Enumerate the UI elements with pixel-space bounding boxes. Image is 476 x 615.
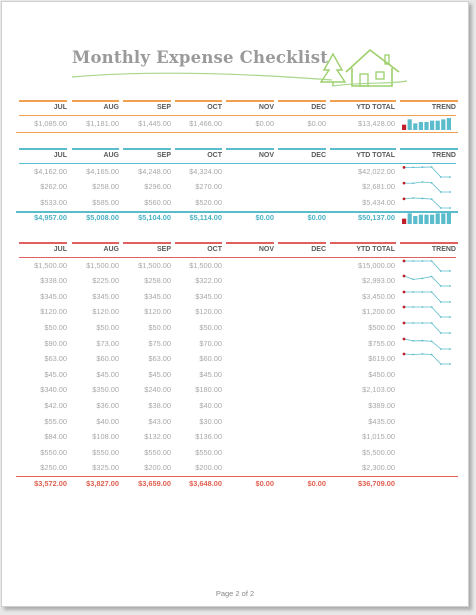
cell-sep: $63.00 (148, 354, 171, 364)
cell-oct: $270.00 (195, 182, 222, 192)
column-header-aug: AUG (103, 246, 119, 253)
trend-line (404, 307, 450, 317)
table-row (16, 414, 458, 430)
trend-point (431, 166, 433, 168)
trend-bar (436, 120, 440, 129)
cell-sep: $3,659.00 (138, 478, 171, 488)
trend-point (412, 354, 414, 356)
trend-bar (424, 215, 428, 224)
cell-oct: $30.00 (199, 416, 222, 426)
trend-point (440, 332, 442, 334)
cell-aug: $108.00 (92, 432, 119, 442)
cell-aug: $258.00 (92, 182, 119, 192)
trend-line (404, 292, 450, 302)
trend-point (412, 260, 414, 262)
cell-ytd-total: $435.00 (368, 416, 395, 426)
trend-point (431, 291, 433, 293)
cell-ytd-total: $3,450.00 (362, 291, 395, 301)
expense-table (16, 242, 458, 492)
income-table (16, 148, 458, 226)
trend-point (440, 176, 442, 178)
trend-point (403, 322, 406, 325)
cell-ytd-total: $755.00 (368, 338, 395, 348)
page-footer: Page 2 of 2 (215, 589, 255, 598)
trend-bar (419, 122, 423, 130)
trend-point (403, 306, 406, 309)
cell-sep: $1,445.00 (138, 118, 171, 128)
cell-aug: $350.00 (92, 385, 119, 395)
column-header-jul: JUL (53, 246, 67, 253)
trend-bar (408, 119, 412, 130)
table-row (16, 273, 458, 289)
column-header-trend: TREND (431, 152, 456, 159)
trend-point (422, 197, 424, 199)
cell-sep: $258.00 (144, 276, 171, 286)
cell-jul: $45.00 (44, 369, 67, 379)
trend-point (412, 340, 414, 342)
table-row (16, 195, 458, 211)
page-title: Monthly Expense Checklist (72, 48, 329, 67)
trend-line (404, 276, 450, 286)
trend-sparkline (402, 180, 452, 194)
cell-nov: $0.00 (255, 118, 274, 128)
cell-oct: $322.00 (195, 276, 222, 286)
cell-aug: $40.00 (96, 416, 119, 426)
cell-aug: $345.00 (92, 291, 119, 301)
cell-nov: $0.00 (255, 478, 274, 488)
table-row (16, 336, 458, 352)
cell-ytd-total: $1,015.00 (362, 432, 395, 442)
trend-point (412, 306, 414, 308)
trend-sparkline (402, 274, 452, 288)
trend-point (431, 276, 433, 278)
trend-point (403, 166, 406, 169)
trend-point (422, 260, 424, 262)
cell-sep: $38.00 (148, 400, 171, 410)
trend-bar (413, 123, 417, 130)
cell-ytd-total: $450.00 (368, 369, 395, 379)
trend-point (431, 182, 433, 184)
table-row (16, 258, 458, 274)
cell-ytd-total: $15,000.00 (358, 260, 395, 270)
column-header-dec: DEC (311, 152, 326, 159)
trend-point (422, 181, 424, 183)
trend-sparkline (402, 337, 452, 351)
trend-point (449, 348, 451, 350)
trend-sparkline (402, 259, 452, 273)
trend-point (431, 306, 433, 308)
cell-jul: $533.00 (40, 197, 67, 207)
trend-point (403, 290, 406, 293)
cell-dec: $0.00 (307, 478, 326, 488)
table-row (16, 429, 458, 445)
column-header-row (16, 242, 458, 258)
column-header-sep: SEP (156, 152, 171, 159)
cell-aug: $585.00 (92, 197, 119, 207)
cell-oct: $40.00 (199, 400, 222, 410)
summary-table (16, 100, 458, 131)
trend-point (431, 354, 433, 356)
column-header-ytd-total: YTD TOTAL (356, 152, 395, 159)
summary-row (16, 116, 458, 132)
cell-jul: $84.00 (44, 432, 67, 442)
cell-aug: $60.00 (96, 354, 119, 364)
table-row (16, 289, 458, 305)
trend-point (449, 285, 451, 287)
cell-oct: $1,466.00 (189, 118, 222, 128)
trend-sparkline (402, 165, 452, 179)
cell-oct: $4,324.00 (189, 166, 222, 176)
trend-point (440, 191, 442, 193)
column-header-aug: AUG (103, 152, 119, 159)
cell-oct: $1,500.00 (189, 260, 222, 270)
column-header-sep: SEP (156, 246, 171, 253)
trend-point (412, 166, 414, 168)
cell-dec: $0.00 (307, 213, 326, 223)
cell-dec: $0.00 (307, 118, 326, 128)
cell-jul: $250.00 (40, 463, 67, 473)
trend-sparkline (402, 290, 452, 304)
cell-ytd-total: $389.00 (368, 400, 395, 410)
cell-ytd-total: $36,709.00 (358, 478, 395, 488)
cell-jul: $63.00 (44, 354, 67, 364)
table-row (16, 445, 458, 461)
trend-line (404, 339, 450, 349)
trend-bar (447, 212, 451, 224)
trend-bar (419, 215, 423, 224)
column-header-nov: NOV (258, 104, 274, 111)
cell-sep: $75.00 (148, 338, 171, 348)
cell-ytd-total: $2,993.00 (362, 276, 395, 286)
cell-ytd-total: $42,022.00 (358, 166, 395, 176)
cell-aug: $50.00 (96, 322, 119, 332)
cell-aug: $1,181.00 (86, 118, 119, 128)
trend-point (440, 348, 442, 350)
cell-jul: $50.00 (44, 322, 67, 332)
cell-aug: $1,500.00 (86, 260, 119, 270)
table-row (16, 460, 458, 476)
trend-sparkline (400, 117, 456, 131)
cell-sep: $4,248.00 (138, 166, 171, 176)
cell-aug: $325.00 (92, 463, 119, 473)
cell-oct: $3,648.00 (189, 478, 222, 488)
cell-jul: $4,162.00 (34, 166, 67, 176)
trend-point (403, 182, 406, 185)
cell-sep: $560.00 (144, 197, 171, 207)
cell-jul: $340.00 (40, 385, 67, 395)
trend-point (440, 285, 442, 287)
trend-point (431, 322, 433, 324)
cell-aug: $45.00 (96, 369, 119, 379)
trend-point (403, 197, 406, 200)
column-header-ytd-total: YTD TOTAL (356, 104, 395, 111)
cell-jul: $1,085.00 (34, 118, 67, 128)
trend-sparkline (402, 321, 452, 335)
column-header-dec: DEC (311, 104, 326, 111)
document-page (1, 1, 469, 607)
trend-bar (430, 120, 434, 129)
column-header-dec: DEC (311, 246, 326, 253)
cell-ytd-total: $5,500.00 (362, 447, 395, 457)
cell-sep: $5,104.00 (138, 213, 171, 223)
cell-jul: $3,572.00 (34, 478, 67, 488)
cell-ytd-total: $13,428.00 (358, 118, 395, 128)
trend-point (449, 301, 451, 303)
cell-jul: $42.00 (44, 400, 67, 410)
trend-bar (430, 215, 434, 224)
trend-point (403, 259, 406, 262)
trend-point (403, 337, 406, 340)
trend-point (449, 191, 451, 193)
cell-ytd-total: $2,103.00 (362, 385, 395, 395)
cell-aug: $36.00 (96, 400, 119, 410)
table-row (16, 367, 458, 383)
trend-bar (441, 214, 445, 225)
total-row (16, 476, 458, 492)
cell-sep: $45.00 (148, 369, 171, 379)
trend-point (431, 260, 433, 262)
column-header-aug: AUG (103, 104, 119, 111)
trend-line (404, 198, 450, 208)
trend-sparkline (402, 352, 452, 366)
cell-sep: $345.00 (144, 291, 171, 301)
trend-point (412, 197, 414, 199)
table-row (16, 304, 458, 320)
cell-aug: $550.00 (92, 447, 119, 457)
trend-line (404, 182, 450, 192)
trend-point (440, 270, 442, 272)
cell-sep: $240.00 (144, 385, 171, 395)
table-row (16, 320, 458, 336)
cell-aug: $5,008.00 (86, 213, 119, 223)
cell-jul: $120.00 (40, 307, 67, 317)
trend-bar (408, 214, 412, 225)
column-header-jul: JUL (53, 104, 67, 111)
trend-line (404, 261, 450, 271)
column-header-row (16, 148, 458, 164)
table-row (16, 164, 458, 180)
cell-sep: $296.00 (144, 182, 171, 192)
cell-sep: $200.00 (144, 463, 171, 473)
cell-ytd-total: $2,681.00 (362, 182, 395, 192)
cell-oct: $5,114.00 (189, 213, 222, 223)
cell-ytd-total: $619.00 (368, 354, 395, 364)
trend-point (449, 316, 451, 318)
column-header-oct: OCT (207, 246, 222, 253)
cell-ytd-total: $1,200.00 (362, 307, 395, 317)
trend-point (440, 301, 442, 303)
trend-point (422, 166, 424, 168)
total-row (16, 210, 458, 226)
trend-point (403, 275, 406, 278)
trend-point (449, 176, 451, 178)
cell-jul: $4,957.00 (34, 213, 67, 223)
cell-jul: $55.00 (44, 416, 67, 426)
column-header-sep: SEP (156, 104, 171, 111)
cell-aug: $4,165.00 (86, 166, 119, 176)
trend-line (404, 354, 450, 364)
cell-sep: $1,500.00 (138, 260, 171, 270)
cell-sep: $550.00 (144, 447, 171, 457)
trend-bar (436, 214, 440, 225)
trend-line (404, 323, 450, 333)
column-header-jul: JUL (53, 152, 67, 159)
trend-bar (413, 216, 417, 224)
trend-point (412, 291, 414, 293)
column-header-row (16, 100, 458, 116)
cell-oct: $200.00 (195, 463, 222, 473)
cell-sep: $120.00 (144, 307, 171, 317)
trend-line (404, 167, 450, 177)
column-header-nov: NOV (258, 152, 274, 159)
trend-point (412, 279, 414, 281)
column-header-ytd-total: YTD TOTAL (356, 246, 395, 253)
cell-sep: $132.00 (144, 432, 171, 442)
cell-ytd-total: $500.00 (368, 322, 395, 332)
trend-point (449, 332, 451, 334)
divider (16, 132, 458, 133)
column-header-trend: TREND (431, 246, 456, 253)
cell-oct: $180.00 (195, 385, 222, 395)
cell-aug: $3,827.00 (86, 478, 119, 488)
trend-point (440, 207, 442, 209)
trend-point (422, 306, 424, 308)
cell-ytd-total: $2,300.00 (362, 463, 395, 473)
cell-oct: $550.00 (195, 447, 222, 457)
trend-point (422, 339, 424, 341)
trend-point (422, 291, 424, 293)
cell-aug: $225.00 (92, 276, 119, 286)
column-header-oct: OCT (207, 104, 222, 111)
cell-aug: $120.00 (92, 307, 119, 317)
cell-jul: $550.00 (40, 447, 67, 457)
trend-point (431, 198, 433, 200)
cell-oct: $50.00 (199, 322, 222, 332)
cell-jul: $1,500.00 (34, 260, 67, 270)
trend-sparkline (402, 305, 452, 319)
cell-ytd-total: $50,137.00 (358, 213, 395, 223)
trend-point (412, 322, 414, 324)
cell-oct: $120.00 (195, 307, 222, 317)
cell-jul: $338.00 (40, 276, 67, 286)
cell-oct: $60.00 (199, 354, 222, 364)
table-row (16, 179, 458, 195)
cell-oct: $520.00 (195, 197, 222, 207)
column-header-trend: TREND (431, 104, 456, 111)
trend-bar (447, 118, 451, 130)
trend-point (431, 340, 433, 342)
trend-point (422, 278, 424, 280)
cell-sep: $43.00 (148, 416, 171, 426)
trend-point (412, 183, 414, 185)
table-row (16, 351, 458, 367)
cell-jul: $345.00 (40, 291, 67, 301)
cell-aug: $73.00 (96, 338, 119, 348)
cell-jul: $262.00 (40, 182, 67, 192)
trend-sparkline (400, 211, 456, 225)
trend-point (422, 322, 424, 324)
cell-sep: $50.00 (148, 322, 171, 332)
trend-bar (402, 219, 406, 224)
trend-bar (441, 119, 445, 130)
cell-oct: $45.00 (199, 369, 222, 379)
trend-point (440, 316, 442, 318)
cell-ytd-total: $5,434.00 (362, 197, 395, 207)
trend-sparkline (402, 196, 452, 210)
trend-point (449, 270, 451, 272)
trend-point (449, 207, 451, 209)
table-row (16, 398, 458, 414)
trend-point (422, 353, 424, 355)
trend-point (449, 363, 451, 365)
trend-bar (402, 124, 406, 129)
trend-point (403, 353, 406, 356)
trend-bar (424, 122, 428, 130)
cell-jul: $90.00 (44, 338, 67, 348)
trend-point (440, 363, 442, 365)
cell-nov: $0.00 (255, 213, 274, 223)
column-header-nov: NOV (258, 246, 274, 253)
column-header-oct: OCT (207, 152, 222, 159)
house-illustration (2, 2, 468, 102)
cell-oct: $136.00 (195, 432, 222, 442)
cell-oct: $345.00 (195, 291, 222, 301)
table-row (16, 382, 458, 398)
cell-oct: $70.00 (199, 338, 222, 348)
